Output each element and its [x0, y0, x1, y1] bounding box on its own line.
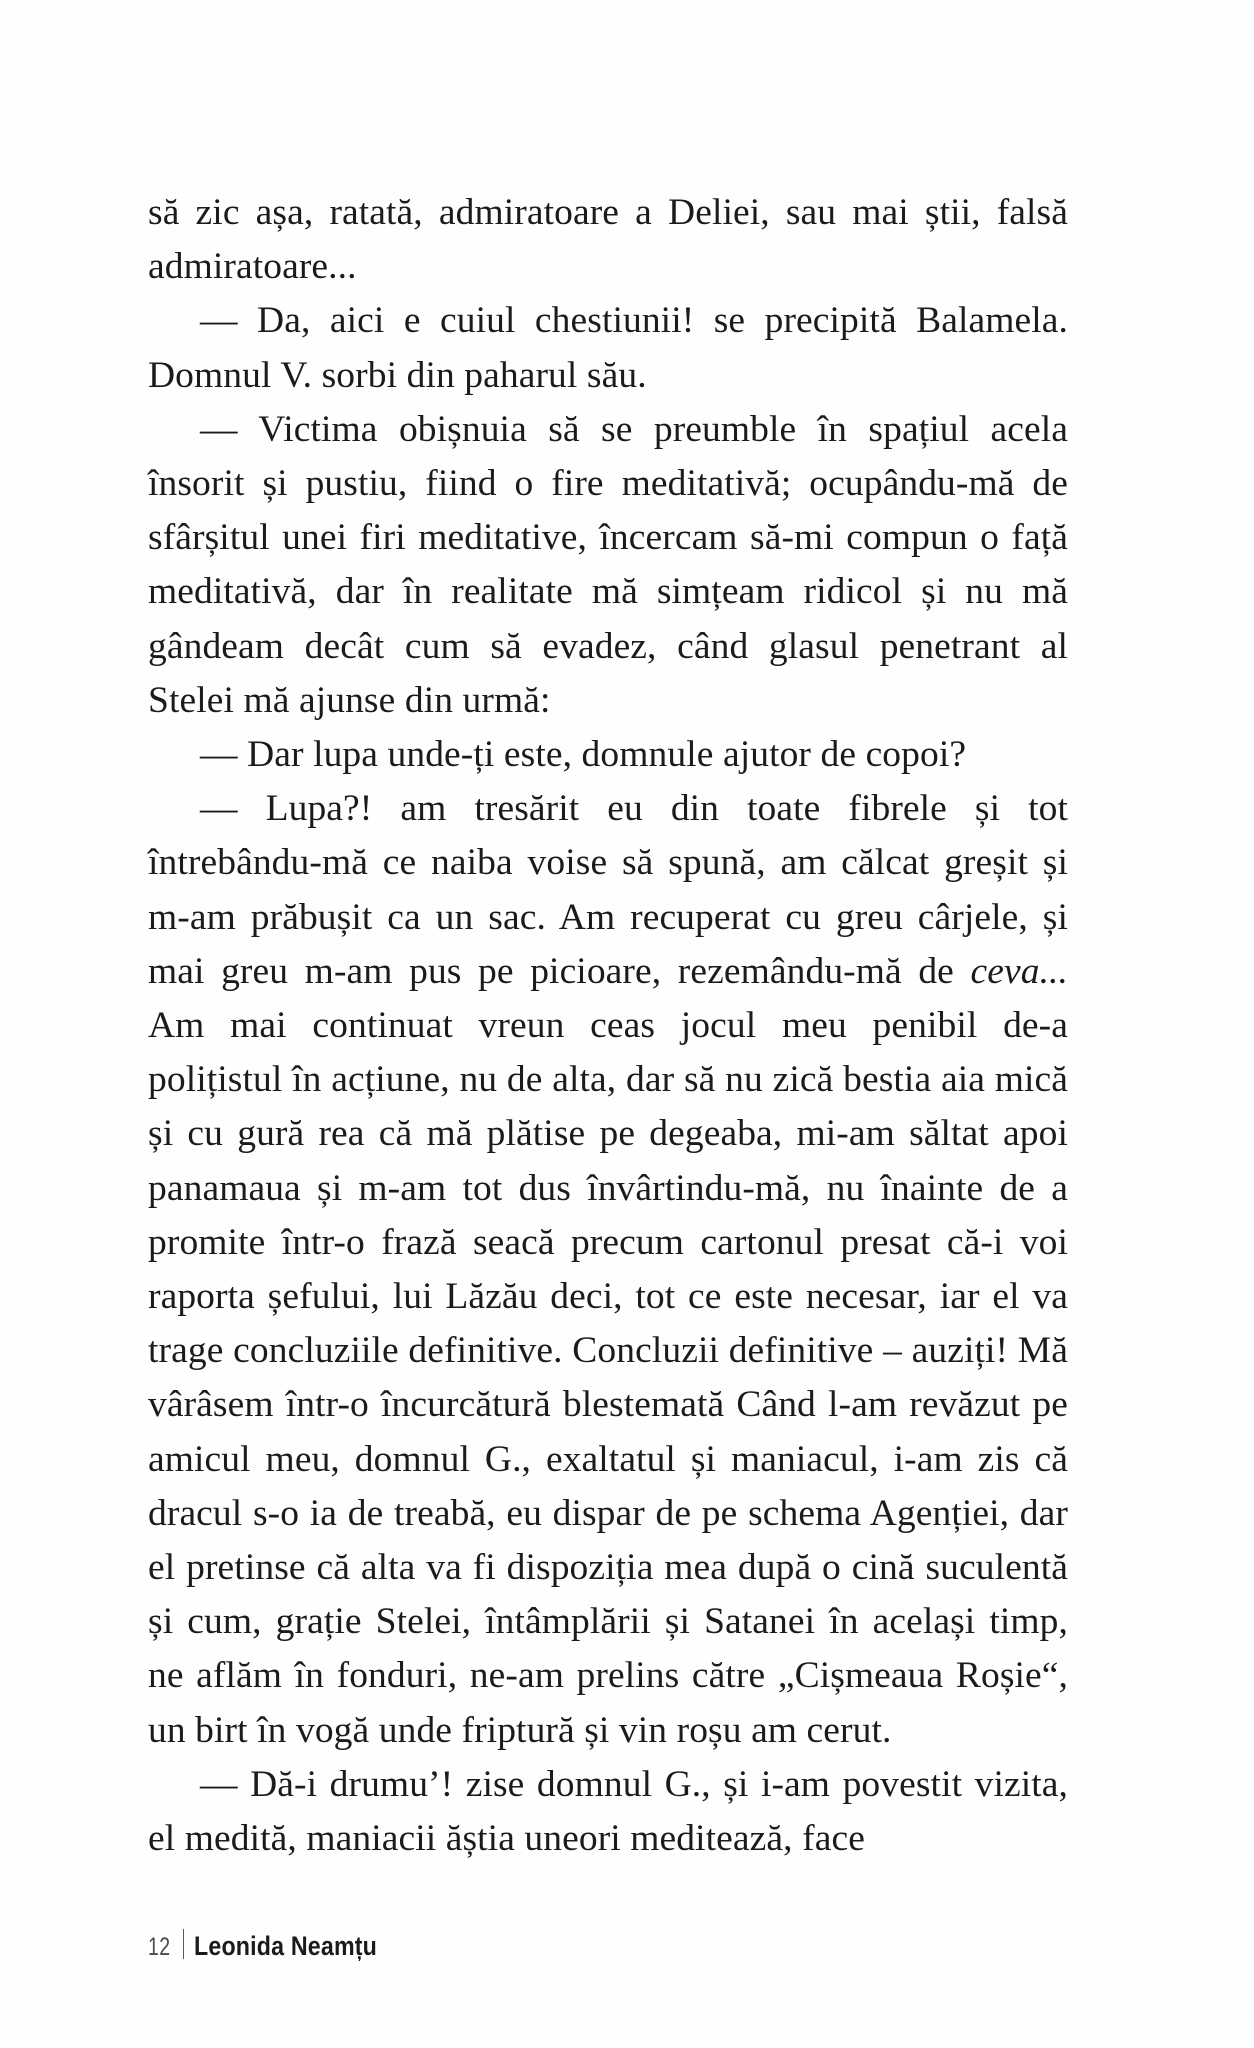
paragraph-continued: să zic așa, ratată, admiratoare a Deliei, sau mai știi, falsă admiratoare...	[148, 192, 1068, 288]
paragraph-dialogue-balamela: — Da, aici e cuiul chestiunii! se precipită Balamela. Domnul V. sorbi din paharul său.	[148, 300, 1068, 396]
paragraph-dialogue-lupa-question: — Dar lupa unde-ți este, domnule ajutor de copoi?	[200, 734, 967, 776]
page-text-block	[148, 186, 1068, 1866]
footer-divider-rule	[183, 1929, 185, 1959]
paragraph-text-after-italic: Am mai continuat vreun ceas jocul meu penibil de-a polițistul în acțiune, nu de alta, dar să nu zică bestia aia mică și cu gură rea că mă plătise pe degeaba, mi-am săltat apoi panamaua și m-am tot dus învârtindu-mă, nu înainte de a promite într-o frază seacă precum cartonul presat că-i voi raporta șefului, lui Lăzău deci, tot ce este necesar, iar el va trage concluziile definitive. Concluzii definitive – auziți! Mă vârâsem într-o încurcătură blestemată Când l-am revăzut pe amicul meu, domnul G., exaltatul și maniacul, i-am zis că dracul s-o ia de treabă, eu dispar de pe schema Agenției, dar el pretinse că alta va fi dispoziția mea după o cină suculentă și cum, grație Stelei, întâmplării și Satanei în același timp, ne aflăm în fonduri, ne-am prelins către „Cișmeaua Roșie“, un birt în vogă unde friptură și vin roșu am cerut.	[148, 1005, 1068, 1751]
author-name: Leonida Neamțu	[194, 1931, 378, 1961]
paragraph-dialogue-lupa-answer	[148, 782, 1068, 1758]
paragraph-text-before-italic: — Lupa?! am tresărit eu din toate fibrele și tot întrebându-mă ce naiba voise să spună, am călcat greșit și m-am prăbușit ca un sac. Am recuperat cu greu cârjele, și mai greu m-am pus pe picioare, rezemându-mă de	[148, 788, 1068, 992]
paragraph-dialogue-victima: — Victima obișnuia să se preumble în spațiul acela însorit și pustiu, fiind o fire meditativă; ocupându-mă de sfârșitul unei firi meditative, încercam să-mi compun o față meditativă, dar în realitate mă simțeam ridicol și nu mă gândeam decât cum să evadez, când glasul penetrant al Stelei mă ajunse din urmă:	[148, 408, 1068, 721]
italic-word-ceva: ceva...	[970, 950, 1068, 992]
paragraph-dialogue-dai-drumu: — Dă-i drumu’! zise domnul G., și i-am povestit vizita, el medită, maniacii ăștia uneori meditează, face	[148, 1763, 1068, 1860]
running-foot	[148, 1925, 407, 1962]
page-number: 12	[148, 1933, 171, 1961]
